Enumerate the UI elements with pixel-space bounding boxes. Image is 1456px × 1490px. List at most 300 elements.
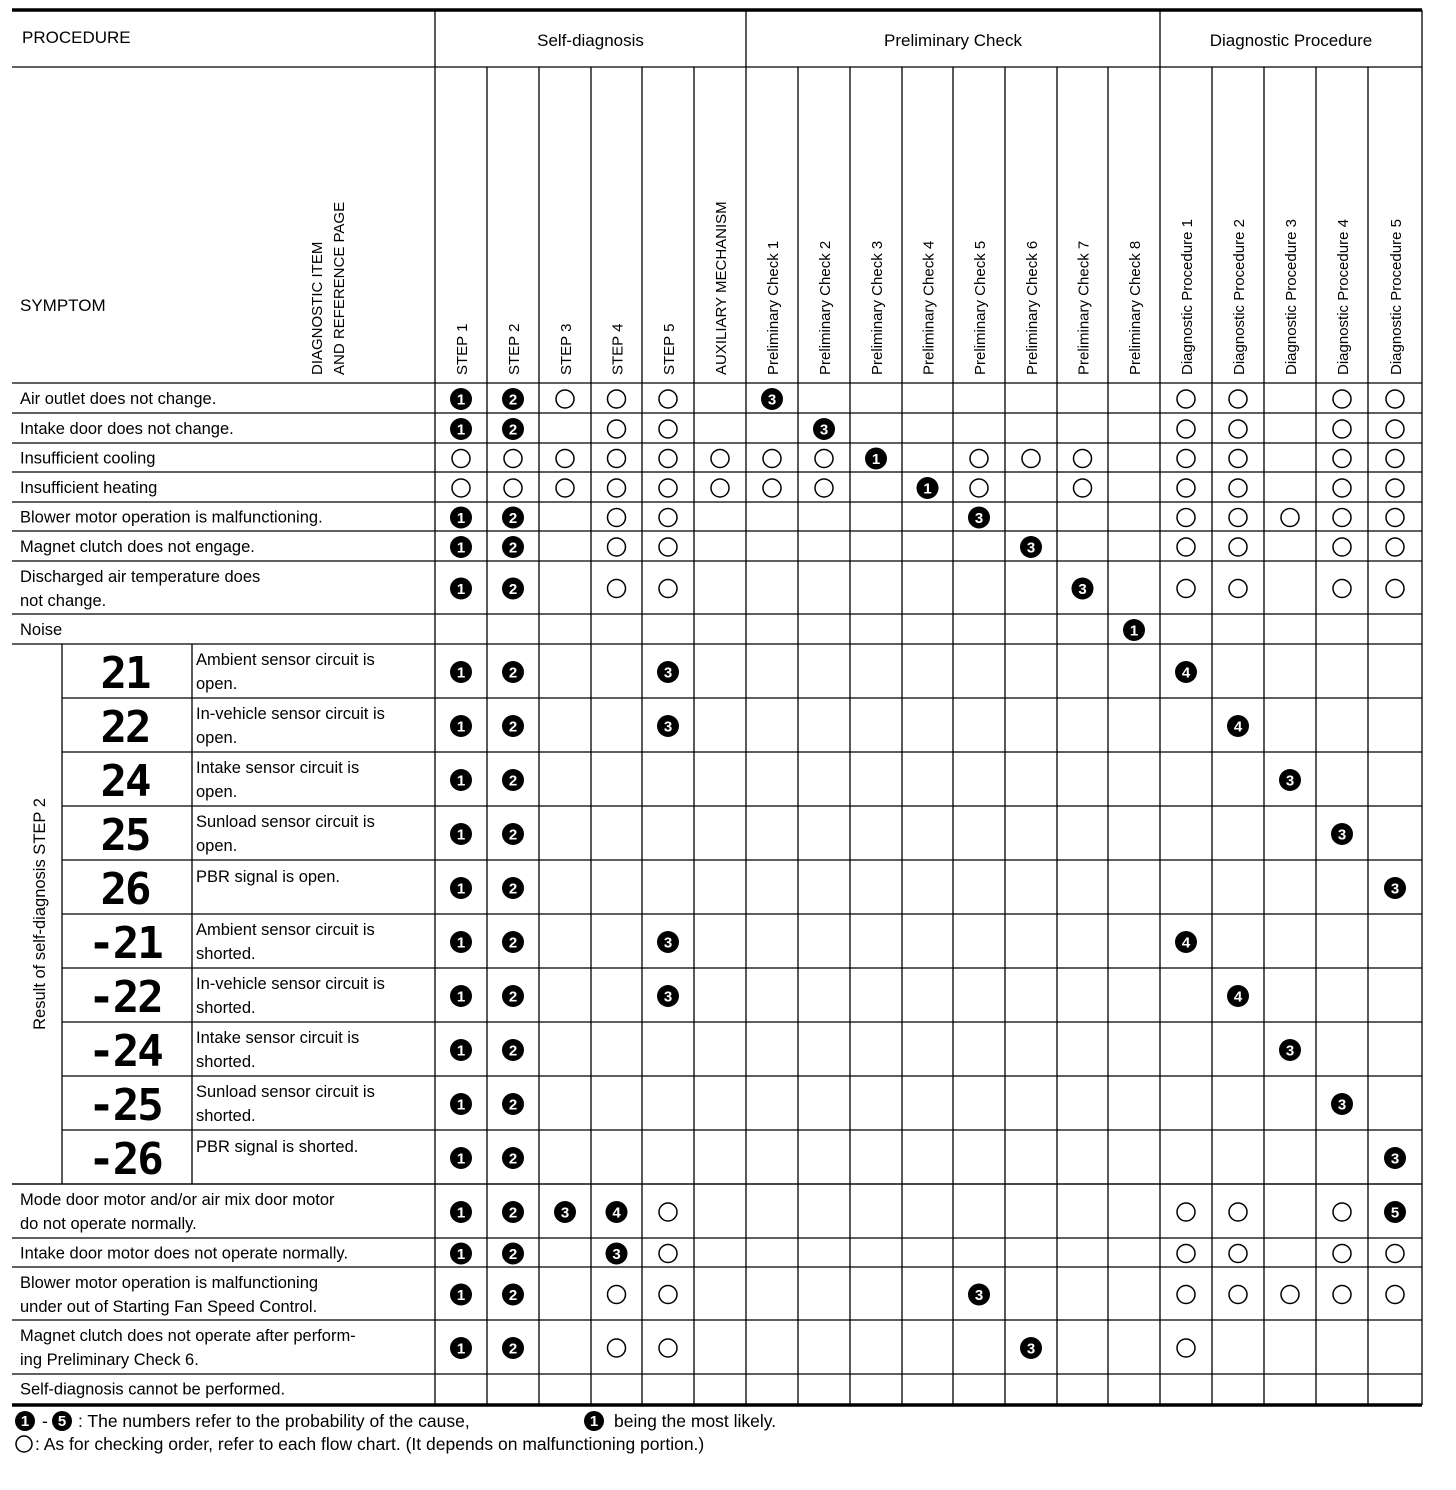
probability-number: 4 xyxy=(612,1204,621,1222)
check-order-mark xyxy=(608,580,626,598)
check-order-mark xyxy=(1386,580,1404,598)
probability-mark xyxy=(813,418,835,440)
probability-mark xyxy=(450,715,472,737)
check-order-mark xyxy=(763,450,781,468)
legend-probability-mark xyxy=(15,1411,35,1431)
probability-mark xyxy=(1072,578,1094,600)
table-body xyxy=(20,390,385,1399)
check-order-mark xyxy=(1074,450,1092,468)
column-header: STEP 4 xyxy=(609,323,627,375)
probability-mark xyxy=(450,1284,472,1306)
probability-number: 1 xyxy=(456,391,466,409)
check-order-mark xyxy=(1177,1286,1195,1304)
probability-mark xyxy=(968,507,990,529)
table-row xyxy=(20,1327,356,1369)
group-header: Preliminary Check xyxy=(884,31,1022,50)
result-group-label: Result of self-diagnosis STEP 2 xyxy=(31,798,49,1030)
probability-mark xyxy=(1175,661,1197,683)
table-row xyxy=(20,420,234,438)
check-order-mark xyxy=(1177,1339,1195,1357)
probability-number: 1 xyxy=(456,1150,466,1168)
probability-number: 1 xyxy=(456,934,466,952)
check-order-mark xyxy=(711,450,729,468)
probability-number: 2 xyxy=(508,1042,518,1060)
check-order-mark xyxy=(452,479,470,497)
probability-mark xyxy=(502,715,524,737)
check-order-mark xyxy=(1177,580,1195,598)
symptom-text: Ambient sensor circuit is xyxy=(196,921,375,939)
symptom-text: Blower motor operation is malfunctioning. xyxy=(20,508,323,527)
symptom-text: shorted. xyxy=(196,1053,256,1071)
probability-number: 3 xyxy=(1390,880,1400,898)
check-order-mark xyxy=(763,479,781,497)
probability-mark xyxy=(1020,536,1042,558)
column-header: STEP 1 xyxy=(454,323,471,375)
probability-mark xyxy=(450,1039,472,1061)
probability-number: 3 xyxy=(1026,1340,1036,1358)
probability-number: 3 xyxy=(1078,581,1087,598)
check-order-mark xyxy=(659,1286,677,1304)
error-code: -21 xyxy=(88,918,162,969)
probability-number: 2 xyxy=(508,934,518,952)
probability-number: 1 xyxy=(456,539,466,557)
error-code: -25 xyxy=(88,1080,162,1131)
column-header: AUXILIARY MECHANISM xyxy=(713,201,730,375)
probability-number: 3 xyxy=(663,664,673,682)
check-order-mark xyxy=(1229,390,1247,408)
probability-mark xyxy=(1279,769,1301,791)
legend xyxy=(15,1411,776,1454)
error-code: 21 xyxy=(100,648,150,699)
legend-text: : The numbers refer to the probability of the cause, xyxy=(78,1411,470,1431)
check-order-mark xyxy=(608,420,626,438)
probability-number: 3 xyxy=(974,1287,984,1304)
probability-number: 1 xyxy=(456,421,466,439)
probability-mark xyxy=(657,661,679,683)
probability-number: 2 xyxy=(508,1340,518,1358)
check-order-mark xyxy=(659,1245,677,1263)
probability-mark xyxy=(450,1243,472,1265)
table-row xyxy=(101,864,340,915)
column-header: Diagnostic Procedure 1 xyxy=(1179,219,1196,375)
probability-mark xyxy=(657,985,679,1007)
probability-mark xyxy=(502,769,524,791)
symptom-text: Noise xyxy=(20,621,63,639)
probability-number: 2 xyxy=(508,421,518,439)
table-row xyxy=(20,1245,348,1263)
symptom-text: Self-diagnosis cannot be performed. xyxy=(20,1380,286,1399)
probability-mark xyxy=(502,985,524,1007)
symptom-text: open. xyxy=(196,729,238,747)
check-order-mark xyxy=(1333,479,1351,497)
check-order-mark xyxy=(1177,450,1195,468)
probability-number: 5 xyxy=(1390,1204,1400,1222)
check-order-mark xyxy=(1386,538,1404,556)
probability-mark xyxy=(554,1201,576,1223)
column-header: Preliminary Check 6 xyxy=(1024,240,1041,375)
symptom-text: Sunload sensor circuit is xyxy=(196,813,375,831)
probability-number: 1 xyxy=(456,988,466,1006)
probability-number: 3 xyxy=(612,1246,621,1263)
probability-mark xyxy=(657,931,679,953)
legend-open-circle xyxy=(16,1436,32,1452)
check-order-mark xyxy=(1177,1245,1195,1263)
diagnostic-item-label: AND REFERENCE PAGE xyxy=(331,201,348,375)
symptom-text: open. xyxy=(196,783,238,801)
probability-mark xyxy=(502,536,524,558)
error-code: -22 xyxy=(88,972,162,1023)
table-row xyxy=(101,810,375,861)
symptom-text: Intake door does not change. xyxy=(20,420,234,438)
symptom-text: shorted. xyxy=(196,1107,256,1125)
check-order-mark xyxy=(659,420,677,438)
check-order-mark xyxy=(1229,580,1247,598)
check-order-mark xyxy=(1333,450,1351,468)
error-code: -24 xyxy=(88,1026,162,1077)
probability-mark xyxy=(450,1201,472,1223)
error-code: -26 xyxy=(88,1134,162,1185)
probability-mark xyxy=(1020,1337,1042,1359)
table-marks xyxy=(450,388,1406,1359)
probability-number: 3 xyxy=(1285,772,1295,790)
table-row xyxy=(20,1381,285,1399)
probability-mark xyxy=(502,661,524,683)
probability-mark xyxy=(502,578,524,600)
check-order-mark xyxy=(608,509,626,527)
probability-mark xyxy=(502,1147,524,1169)
table-row xyxy=(20,1274,318,1316)
probability-mark xyxy=(450,536,472,558)
legend-probability-mark xyxy=(52,1411,72,1431)
probability-number: 1 xyxy=(456,510,466,527)
symptom-text: Ambient sensor circuit is xyxy=(196,651,375,669)
column-header: Preliminary Check 7 xyxy=(1075,240,1093,375)
probability-number: 3 xyxy=(560,1204,570,1222)
column-header: STEP 2 xyxy=(506,323,523,375)
probability-number: 2 xyxy=(508,1246,518,1263)
table-row xyxy=(88,1026,359,1077)
probability-number: 2 xyxy=(508,1287,518,1304)
legend-text: : As for checking order, refer to each flow chart. (It depends on malfunctioning portion.) xyxy=(35,1434,705,1454)
table-row xyxy=(101,648,375,699)
probability-mark xyxy=(1227,985,1249,1007)
check-order-mark xyxy=(608,450,626,468)
probability-mark xyxy=(917,477,939,499)
error-code: 26 xyxy=(100,864,150,915)
symptom-text: open. xyxy=(196,675,238,693)
probability-number: 2 xyxy=(508,1096,518,1114)
symptom-text: Blower motor operation is malfunctioning xyxy=(20,1274,319,1292)
probability-mark xyxy=(502,1337,524,1359)
check-order-mark xyxy=(1022,450,1040,468)
probability-mark xyxy=(450,1337,472,1359)
check-order-mark xyxy=(815,450,833,468)
check-order-mark xyxy=(659,390,677,408)
probability-mark xyxy=(1331,1093,1353,1115)
probability-mark xyxy=(1384,1147,1406,1169)
probability-number: 3 xyxy=(663,718,673,736)
legend-text: being the most likely. xyxy=(614,1411,777,1431)
check-order-mark xyxy=(659,1203,677,1221)
probability-number: 2 xyxy=(508,510,518,527)
check-order-mark xyxy=(970,450,988,468)
probability-mark xyxy=(502,507,524,529)
check-order-mark xyxy=(1333,420,1351,438)
probability-mark xyxy=(968,1284,990,1306)
check-order-mark xyxy=(1333,1203,1351,1221)
diagnostic-item-label: DIAGNOSTIC ITEM xyxy=(309,241,326,375)
check-order-mark xyxy=(1281,509,1299,527)
check-order-mark xyxy=(1177,390,1195,408)
probability-number: 3 xyxy=(663,988,673,1006)
check-order-mark xyxy=(1386,509,1404,527)
probability-number: 1 xyxy=(456,1204,466,1222)
probability-number: 2 xyxy=(508,1150,518,1168)
check-order-mark xyxy=(1229,1203,1247,1221)
probability-number: 2 xyxy=(508,1204,518,1222)
probability-mark xyxy=(450,931,472,953)
probability-mark xyxy=(502,1039,524,1061)
probability-mark xyxy=(502,1093,524,1115)
probability-number: 2 xyxy=(508,539,518,557)
legend-probability-mark xyxy=(584,1411,604,1431)
probability-number: 4 xyxy=(1233,718,1243,736)
probability-mark xyxy=(761,388,783,410)
column-header: Diagnostic Procedure 3 xyxy=(1283,219,1300,375)
table-headers xyxy=(20,28,1405,375)
symptom-text: Air outlet does not change. xyxy=(20,390,217,408)
column-header: Diagnostic Procedure 5 xyxy=(1388,219,1405,375)
symptom-text: Intake sensor circuit is xyxy=(196,759,360,777)
symptom-text: PBR signal is shorted. xyxy=(196,1138,359,1156)
probability-number: 1 xyxy=(1129,622,1139,640)
probability-number: 1 xyxy=(456,718,466,736)
probability-mark xyxy=(1384,877,1406,899)
probability-mark xyxy=(1123,619,1145,641)
symptom-text: Discharged air temperature does xyxy=(20,568,261,586)
check-order-mark xyxy=(452,450,470,468)
probability-mark xyxy=(502,388,524,410)
probability-number: 2 xyxy=(508,772,518,790)
column-header: Preliminary Check 3 xyxy=(869,240,886,375)
column-header: STEP 5 xyxy=(661,323,678,375)
probability-number: 2 xyxy=(508,391,518,409)
probability-number: 3 xyxy=(1337,826,1347,844)
error-code: 22 xyxy=(100,702,150,753)
table-row xyxy=(20,621,62,639)
table-row xyxy=(20,390,216,408)
table-row xyxy=(20,538,255,556)
check-order-mark xyxy=(556,390,574,408)
table-row xyxy=(88,972,385,1023)
check-order-mark xyxy=(1177,420,1195,438)
check-order-mark xyxy=(504,479,522,497)
group-header: Self-diagnosis xyxy=(537,31,644,50)
probability-mark xyxy=(450,661,472,683)
check-order-mark xyxy=(659,538,677,556)
table-row xyxy=(101,756,360,807)
probability-mark xyxy=(502,418,524,440)
table-row xyxy=(20,1191,335,1233)
table-row xyxy=(20,479,157,497)
probability-number: 1 xyxy=(456,1096,466,1114)
probability-number: 2 xyxy=(508,718,518,736)
symptom-text: Intake door motor does not operate normally. xyxy=(20,1244,349,1263)
probability-mark xyxy=(865,448,887,470)
check-order-mark xyxy=(1386,390,1404,408)
table-row xyxy=(20,450,155,468)
probability-mark xyxy=(502,931,524,953)
check-order-mark xyxy=(1333,1286,1351,1304)
symptom-text: Sunload sensor circuit is xyxy=(196,1083,375,1101)
probability-mark xyxy=(502,1201,524,1223)
probability-mark xyxy=(1331,823,1353,845)
column-header: Diagnostic Procedure 2 xyxy=(1231,219,1248,375)
probability-number: 1 xyxy=(456,664,466,682)
probability-number: 2 xyxy=(508,581,518,598)
column-header: Diagnostic Procedure 4 xyxy=(1335,219,1352,375)
probability-mark xyxy=(450,1147,472,1169)
check-order-mark xyxy=(1229,479,1247,497)
table-row xyxy=(88,1134,358,1185)
table-row xyxy=(20,568,260,610)
probability-mark xyxy=(1384,1201,1406,1223)
symptom-text: shorted. xyxy=(196,999,256,1017)
check-order-mark xyxy=(659,580,677,598)
symptom-text: under out of Starting Fan Speed Control. xyxy=(20,1298,318,1316)
symptom-text: open. xyxy=(196,837,238,855)
check-order-mark xyxy=(1177,538,1195,556)
check-order-mark xyxy=(1229,509,1247,527)
symptom-text: do not operate normally. xyxy=(20,1215,197,1233)
probability-mark xyxy=(606,1243,628,1265)
group-header: Diagnostic Procedure xyxy=(1209,31,1373,50)
column-header: Preliminary Check 4 xyxy=(920,240,938,375)
symptom-text: shorted. xyxy=(196,945,256,963)
probability-mark xyxy=(502,877,524,899)
check-order-mark xyxy=(504,450,522,468)
check-order-mark xyxy=(711,479,729,497)
legend-dot-number: 1 xyxy=(589,1413,599,1430)
symptom-text: Intake sensor circuit is xyxy=(196,1029,360,1047)
check-order-mark xyxy=(659,1339,677,1357)
check-order-mark xyxy=(1229,538,1247,556)
check-order-mark xyxy=(1386,450,1404,468)
check-order-mark xyxy=(1281,1286,1299,1304)
probability-number: 4 xyxy=(1181,664,1191,682)
probability-number: 1 xyxy=(456,826,466,844)
check-order-mark xyxy=(1229,450,1247,468)
check-order-mark xyxy=(1177,509,1195,527)
legend-dot-number: 5 xyxy=(57,1413,67,1430)
check-order-mark xyxy=(1386,1245,1404,1263)
probability-number: 3 xyxy=(1337,1096,1347,1114)
probability-number: 1 xyxy=(456,1246,466,1263)
check-order-mark xyxy=(1177,479,1195,497)
column-header: STEP 3 xyxy=(558,323,575,375)
probability-mark xyxy=(450,823,472,845)
table-row xyxy=(88,918,375,969)
probability-number: 1 xyxy=(456,1287,466,1304)
column-header: Preliminary Check 8 xyxy=(1127,240,1144,375)
check-order-mark xyxy=(970,479,988,497)
symptom-label: SYMPTOM xyxy=(20,296,106,315)
check-order-mark xyxy=(1229,420,1247,438)
probability-mark xyxy=(450,507,472,529)
error-code: 25 xyxy=(100,810,150,861)
probability-number: 3 xyxy=(974,510,984,527)
legend-dot-number: 1 xyxy=(20,1413,30,1430)
check-order-mark xyxy=(1333,580,1351,598)
check-order-mark xyxy=(659,450,677,468)
table-row xyxy=(20,509,323,527)
probability-number: 4 xyxy=(1233,988,1243,1006)
check-order-mark xyxy=(608,1339,626,1357)
check-order-mark xyxy=(1333,509,1351,527)
probability-number: 3 xyxy=(767,391,777,409)
probability-mark xyxy=(450,769,472,791)
check-order-mark xyxy=(659,509,677,527)
check-order-mark xyxy=(1229,1286,1247,1304)
probability-mark xyxy=(450,985,472,1007)
probability-mark xyxy=(450,388,472,410)
column-header: Preliminary Check 2 xyxy=(817,240,834,375)
probability-mark xyxy=(502,1284,524,1306)
check-order-mark xyxy=(556,479,574,497)
check-order-mark xyxy=(608,479,626,497)
probability-number: 2 xyxy=(508,880,518,898)
probability-number: 1 xyxy=(456,1042,466,1060)
symptom-text: In-vehicle sensor circuit is xyxy=(196,705,385,723)
symptom-text: Insufficient cooling xyxy=(20,449,156,468)
probability-number: 2 xyxy=(508,664,518,682)
probability-number: 4 xyxy=(1181,934,1191,952)
probability-mark xyxy=(450,418,472,440)
check-order-mark xyxy=(1386,420,1404,438)
check-order-mark xyxy=(815,479,833,497)
probability-mark xyxy=(502,1243,524,1265)
probability-number: 3 xyxy=(663,934,673,952)
probability-mark xyxy=(502,823,524,845)
error-code: 24 xyxy=(100,756,150,807)
symptom-text: Insufficient heating xyxy=(20,479,158,497)
probability-number: 1 xyxy=(456,880,466,898)
probability-mark xyxy=(1175,931,1197,953)
probability-number: 1 xyxy=(923,480,932,498)
symptom-text: Magnet clutch does not engage. xyxy=(20,538,255,556)
table-row xyxy=(88,1080,375,1131)
probability-number: 3 xyxy=(819,421,829,439)
symptom-text: Mode door motor and/or air mix door motor xyxy=(20,1191,335,1209)
check-order-mark xyxy=(659,479,677,497)
legend-dash: - xyxy=(42,1411,48,1431)
check-order-mark xyxy=(1229,1245,1247,1263)
probability-number: 1 xyxy=(456,1340,466,1358)
check-order-mark xyxy=(1386,479,1404,497)
table-row xyxy=(101,702,385,753)
check-order-mark xyxy=(1177,1203,1195,1221)
probability-mark xyxy=(450,877,472,899)
probability-number: 3 xyxy=(1390,1150,1400,1168)
probability-number: 1 xyxy=(456,772,466,790)
symptom-text: In-vehicle sensor circuit is xyxy=(196,975,385,993)
column-header: Preliminary Check 1 xyxy=(765,240,782,375)
probability-mark xyxy=(657,715,679,737)
column-header: Preliminary Check 5 xyxy=(972,240,989,375)
probability-mark xyxy=(450,578,472,600)
probability-number: 2 xyxy=(508,988,518,1006)
check-order-mark xyxy=(556,450,574,468)
